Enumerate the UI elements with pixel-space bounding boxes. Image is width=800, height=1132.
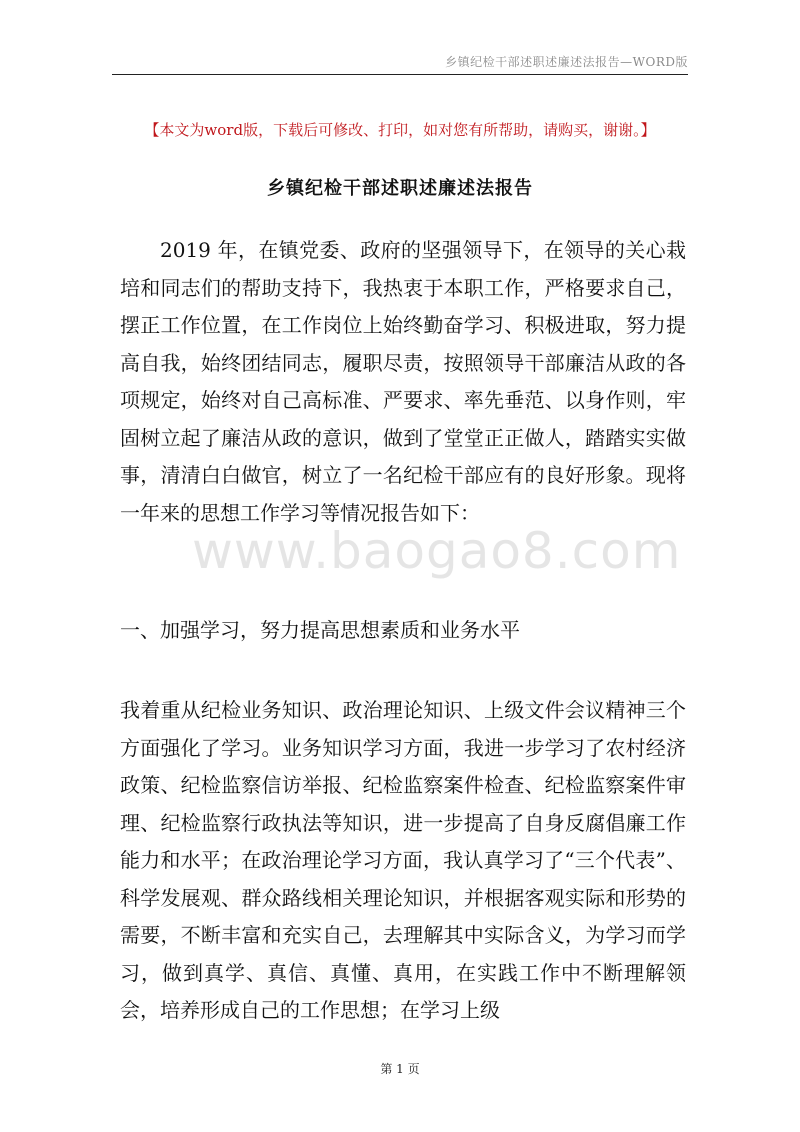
header-running-title: 乡镇纪检干部述职述廉述法报告—WORD版: [445, 55, 688, 69]
section-heading: 一、加强学习，努力提高思想素质和业务水平: [120, 618, 520, 642]
page-number: 第 1 页: [380, 1062, 420, 1076]
header-rule: [112, 74, 688, 75]
watermark: www.baogao8.com: [192, 522, 682, 580]
download-notice: 【本文为word版，下载后可修改、打印，如对您有所帮助，请购买，谢谢。】: [144, 121, 656, 139]
intro-paragraph: 2019 年，在镇党委、政府的坚强领导下，在领导的关心栽培和同志们的帮助支持下，我热衷于本职工作，严格要求自己，摆正工作位置，在工作岗位上始终勤奋学习、积极进取，努力提高自我，始终团结同志，履职尽责，按照领导干部廉洁从政的各项规定，始终对自己高标准、严要求、率先垂范、以身作则，牢固树立起了廉洁从政的意识，做到了堂堂正正做人，踏踏实实做事，清清白白做官，树立了一名纪检干部应有的良好形象。现将一年来的思想工作学习等情况报告如下：: [120, 238, 686, 525]
section-paragraph: 我着重从纪检业务知识、政治理论知识、上级文件会议精神三个方面强化了学习。业务知识学习方面，我进一步学习了农村经济政策、纪检监察信访举报、纪检监察案件检查、纪检监察案件审理、纪检监察行政执法等知识，进一步提高了自身反腐倡廉工作能力和水平；在政治理论学习方面，我认真学习了“三个代表”、科学发展观、群众路线相关理论知识，并根据客观实际和形势的需要，不断丰富和充实自己，去理解其中实际含义，为学习而学习，做到真学、真信、真懂、真用，在实践工作中不断理解领会，培养形成自己的工作思想；在学习上级: [120, 698, 686, 1022]
document-title: 乡镇纪检干部述职述廉述法报告: [267, 178, 533, 199]
